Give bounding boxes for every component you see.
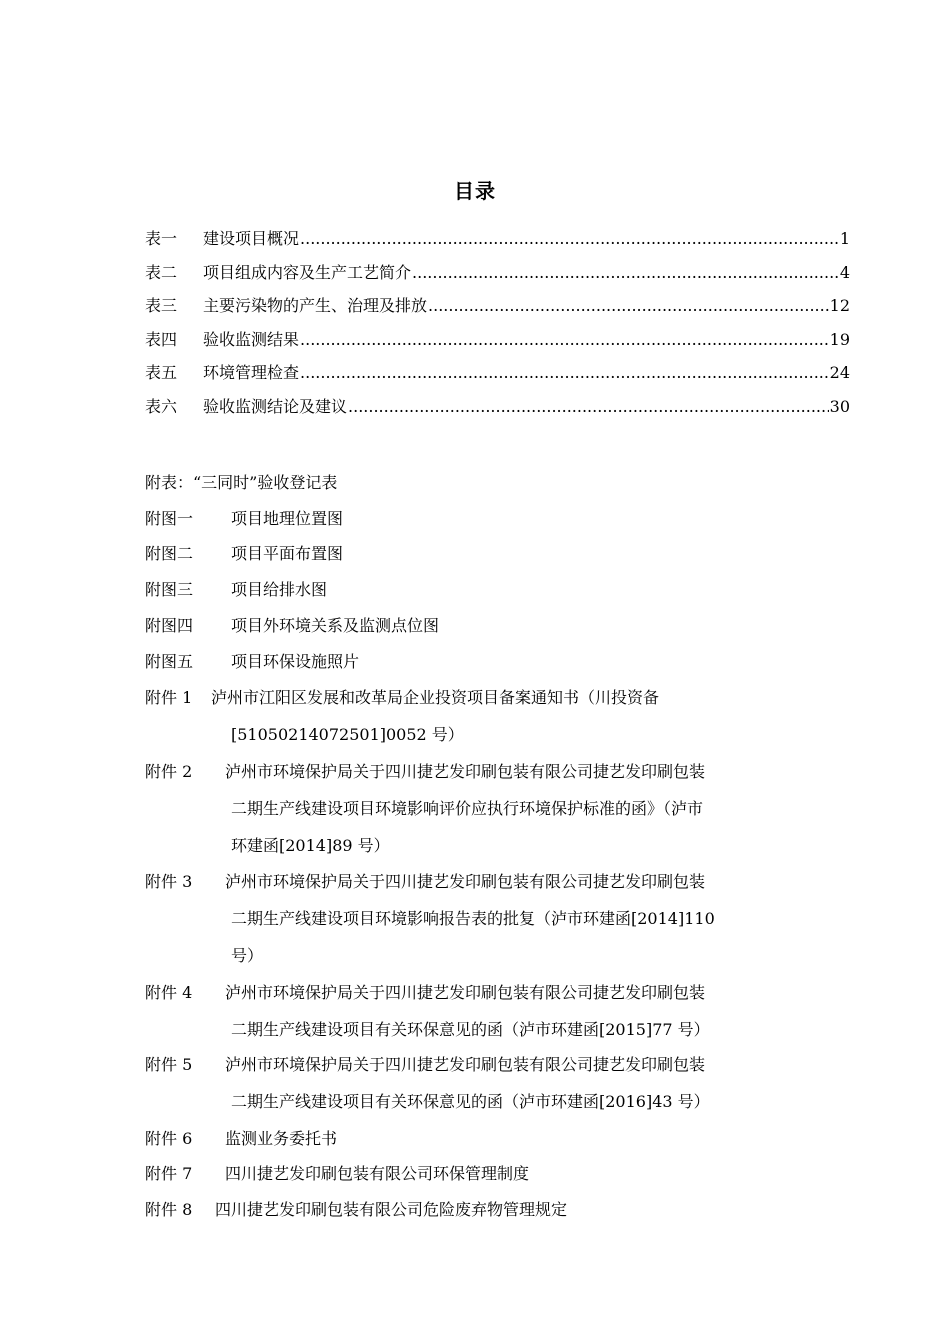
page-title: 目录 xyxy=(454,179,496,203)
toc-entry-page: 24 xyxy=(829,363,850,383)
figure-label: 附图二 xyxy=(145,544,194,563)
attachment-text-line: 泸州市环境保护局关于四川捷艺发印刷包装有限公司捷艺发印刷包装 xyxy=(225,1055,706,1074)
toc-entry-page: 4 xyxy=(839,262,850,282)
toc-leader-dots xyxy=(348,397,829,416)
attachment-text-line: 四川捷艺发印刷包装有限公司环保管理制度 xyxy=(225,1164,530,1183)
toc-entry-title: 建设项目概况 xyxy=(203,229,300,248)
attachment-text-line: 二期生产线建设项目环境影响评价应执行环境保护标准的函》（泸市 xyxy=(231,799,704,818)
toc-entry-title: 环境管理检查 xyxy=(203,363,300,383)
attachment-text-line: 二期生产线建设项目有关环保意见的函（泸市环建函[2015]77 号） xyxy=(231,1020,710,1039)
attachment-label: 附件 2 xyxy=(145,762,193,781)
figure-title: 项目环保设施照片 xyxy=(231,652,360,671)
toc-leader-dots xyxy=(300,363,829,382)
toc-entry-number: 表一 xyxy=(145,229,178,248)
attachment-label: 附件 3 xyxy=(145,872,193,891)
toc-leader-dots xyxy=(412,263,839,282)
toc-entry-page: 1 xyxy=(839,229,850,248)
toc-leader-dots xyxy=(300,330,829,349)
attachment-label: 附件 4 xyxy=(145,983,193,1002)
attachment-text-line: 四川捷艺发印刷包装有限公司危险废弃物管理规定 xyxy=(215,1200,568,1219)
toc-leader-dots xyxy=(300,229,839,248)
attachment-label: 附件 5 xyxy=(145,1055,193,1074)
attachment-text-line: 泸州市江阳区发展和改革局企业投资项目备案通知书（川投资备 xyxy=(211,688,660,707)
attachment-text-line: [51050214072501]0052 号） xyxy=(231,725,464,744)
attachment-text-line: 环建函[2014]89 号） xyxy=(231,836,390,855)
attachment-text-line: 泸州市环境保护局关于四川捷艺发印刷包装有限公司捷艺发印刷包装 xyxy=(225,872,706,891)
toc-entry-number: 表三 xyxy=(145,296,178,316)
toc-entry[interactable] xyxy=(145,327,850,361)
toc-entry-page: 30 xyxy=(829,396,850,416)
figure-label: 附图三 xyxy=(145,580,194,599)
toc-entry-title: 项目组成内容及生产工艺简介 xyxy=(203,262,412,282)
attachment-label: 附件 7 xyxy=(145,1164,193,1183)
toc-entry[interactable] xyxy=(145,360,850,394)
toc-entry[interactable] xyxy=(145,226,850,260)
figure-title: 项目平面布置图 xyxy=(231,544,344,563)
table-of-contents xyxy=(145,226,850,428)
toc-leader-dots xyxy=(428,296,829,315)
attachment-label: 附件 6 xyxy=(145,1129,193,1148)
attachment-text-line: 监测业务委托书 xyxy=(225,1129,338,1148)
figure-label: 附图四 xyxy=(145,616,194,635)
toc-entry-title: 验收监测结果 xyxy=(203,329,300,349)
toc-entry[interactable] xyxy=(145,260,850,294)
toc-entry[interactable] xyxy=(145,394,850,428)
figure-title: 项目给排水图 xyxy=(231,580,328,599)
attachment-text-line: 二期生产线建设项目有关环保意见的函（泸市环建函[2016]43 号） xyxy=(231,1092,710,1111)
appendix-table-entry: 附表：“三同时”验收登记表 xyxy=(145,473,338,492)
attachment-text-line: 二期生产线建设项目环境影响报告表的批复（泸市环建函[2014]110 xyxy=(231,909,715,928)
figure-label: 附图一 xyxy=(145,509,194,528)
attachment-label: 附件 1 xyxy=(145,688,193,707)
attachment-label: 附件 8 xyxy=(145,1200,193,1219)
toc-entry[interactable] xyxy=(145,293,850,327)
toc-entry-number: 表四 xyxy=(145,329,178,349)
figure-title: 项目地理位置图 xyxy=(231,509,344,528)
toc-entry-number: 表五 xyxy=(145,363,178,383)
toc-entry-title: 主要污染物的产生、治理及排放 xyxy=(203,296,428,316)
toc-entry-page: 19 xyxy=(829,329,850,349)
toc-entry-number: 表六 xyxy=(145,396,178,416)
toc-entry-title: 验收监测结论及建议 xyxy=(203,396,348,416)
figure-title: 项目外环境关系及监测点位图 xyxy=(231,616,440,635)
attachment-text-line: 号） xyxy=(231,946,264,965)
attachment-text-line: 泸州市环境保护局关于四川捷艺发印刷包装有限公司捷艺发印刷包装 xyxy=(225,762,706,781)
toc-entry-page: 12 xyxy=(829,296,850,316)
attachment-text-line: 泸州市环境保护局关于四川捷艺发印刷包装有限公司捷艺发印刷包装 xyxy=(225,983,706,1002)
figure-label: 附图五 xyxy=(145,652,194,671)
toc-entry-number: 表二 xyxy=(145,262,178,282)
